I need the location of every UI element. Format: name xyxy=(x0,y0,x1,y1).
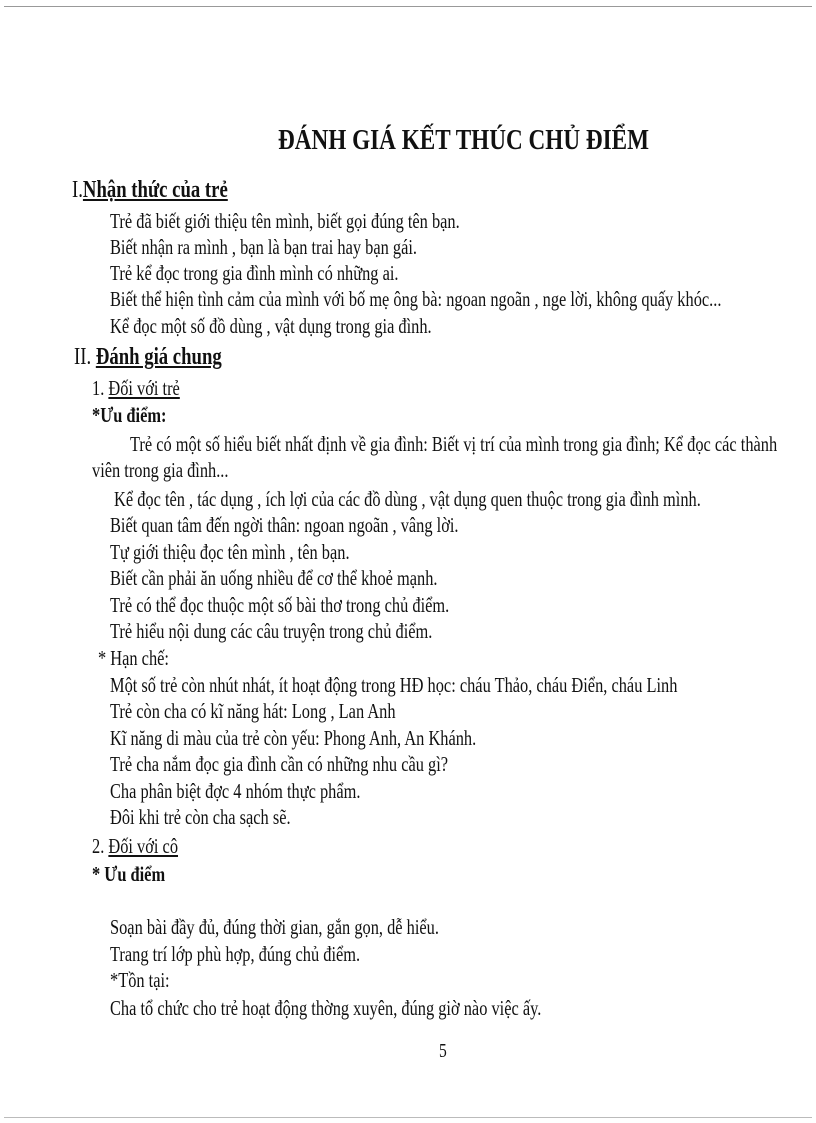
teacher-advantages-line: Soạn bài đầy đủ, đúng thời gian, gắn gọn, dễ hiểu. xyxy=(110,915,439,939)
limitations-line: Một số trẻ còn nhút nhát, ít hoạt động trong HĐ học: cháu Thảo, cháu Điển, cháu Linh xyxy=(110,673,678,697)
section-1-line: Trẻ kể đọc trong gia đình mình có những ai. xyxy=(110,261,399,285)
teacher-advantages-line: Trang trí lớp phù hợp, đúng chủ điểm. xyxy=(110,942,361,966)
section-1-line: Biết nhận ra mình , bạn là bạn trai hay bạn gái. xyxy=(110,235,418,259)
bottom-border-line xyxy=(4,1117,812,1118)
section-1-line: Biết thể hiện tình cảm của mình với bố mẹ ông bà: ngoan ngoãn , nge lời, không quấy khóc... xyxy=(110,287,722,311)
section-1-heading xyxy=(72,176,228,204)
subsection-1-heading xyxy=(92,376,180,400)
advantages-label: *Ưu điểm: xyxy=(92,403,167,427)
limitations-line: Đôi khi trẻ còn cha sạch sẽ. xyxy=(110,805,291,829)
advantages-paragraph-line: viên trong gia đình... xyxy=(92,458,229,482)
teacher-issues-label: *Tồn tại: xyxy=(110,968,170,992)
limitations-line: Cha phân biệt đợc 4 nhóm thực phẩm. xyxy=(110,779,361,803)
section-1-line: Kể đọc một số đồ dùng , vật dụng trong gia đình. xyxy=(110,314,432,338)
advantages-line: Biết cần phải ăn uống nhiều để cơ thể khoẻ mạnh. xyxy=(110,566,438,590)
section-1-title: Nhận thức của trẻ xyxy=(82,177,228,203)
teacher-advantages-label: * Ưu điểm xyxy=(92,862,166,886)
subsection-2-heading xyxy=(92,834,178,858)
subsection-2-title: Đối với cô xyxy=(108,834,179,858)
section-2-heading xyxy=(74,343,222,371)
advantages-line: Kể đọc tên , tác dụng , ích lợi của các đồ dùng , vật dụng quen thuộc trong gia đình mình. xyxy=(114,487,701,511)
section-2-number: II. xyxy=(74,344,92,370)
subsection-2-number: 2. xyxy=(92,834,105,858)
teacher-issues-line: Cha tổ chức cho trẻ hoạt động thờng xuyên, đúng giờ nào việc ấy. xyxy=(110,996,542,1020)
page-number: 5 xyxy=(439,1040,447,1062)
limitations-line: Kĩ năng di màu của trẻ còn yếu: Phong Anh, An Khánh. xyxy=(110,726,477,750)
section-1-line: Trẻ đã biết giới thiệu tên mình, biết gọi đúng tên bạn. xyxy=(110,209,460,233)
limitations-line: Trẻ còn cha có kĩ năng hát: Long , Lan Anh xyxy=(110,699,396,723)
advantages-paragraph-line: Trẻ có một số hiểu biết nhất định về gia đình: Biết vị trí của mình trong gia đình; Kể đọc các thành xyxy=(130,432,778,456)
limitations-line: Trẻ cha nắm đọc gia đình cần có những nhu cầu gì? xyxy=(110,752,449,776)
limitations-label: * Hạn chế: xyxy=(98,646,169,670)
subsection-1-number: 1. xyxy=(92,376,105,400)
section-2-title: Đánh giá chung xyxy=(95,344,222,370)
advantages-line: Tự giới thiệu đọc tên mình , tên bạn. xyxy=(110,540,350,564)
page-title: ĐÁNH GIÁ KẾT THÚC CHỦ ĐIỂM xyxy=(278,124,650,156)
advantages-line: Biết quan tâm đến ngời thân: ngoan ngoãn , vâng lời. xyxy=(110,513,459,537)
advantages-line: Trẻ có thể đọc thuộc một số bài thơ trong chủ điểm. xyxy=(110,593,450,617)
section-1-number: I. xyxy=(72,177,83,203)
top-border-line xyxy=(4,6,812,7)
advantages-line: Trẻ hiểu nội dung các câu truyện trong chủ điểm. xyxy=(110,619,433,643)
subsection-1-title: Đối với trẻ xyxy=(108,376,180,400)
